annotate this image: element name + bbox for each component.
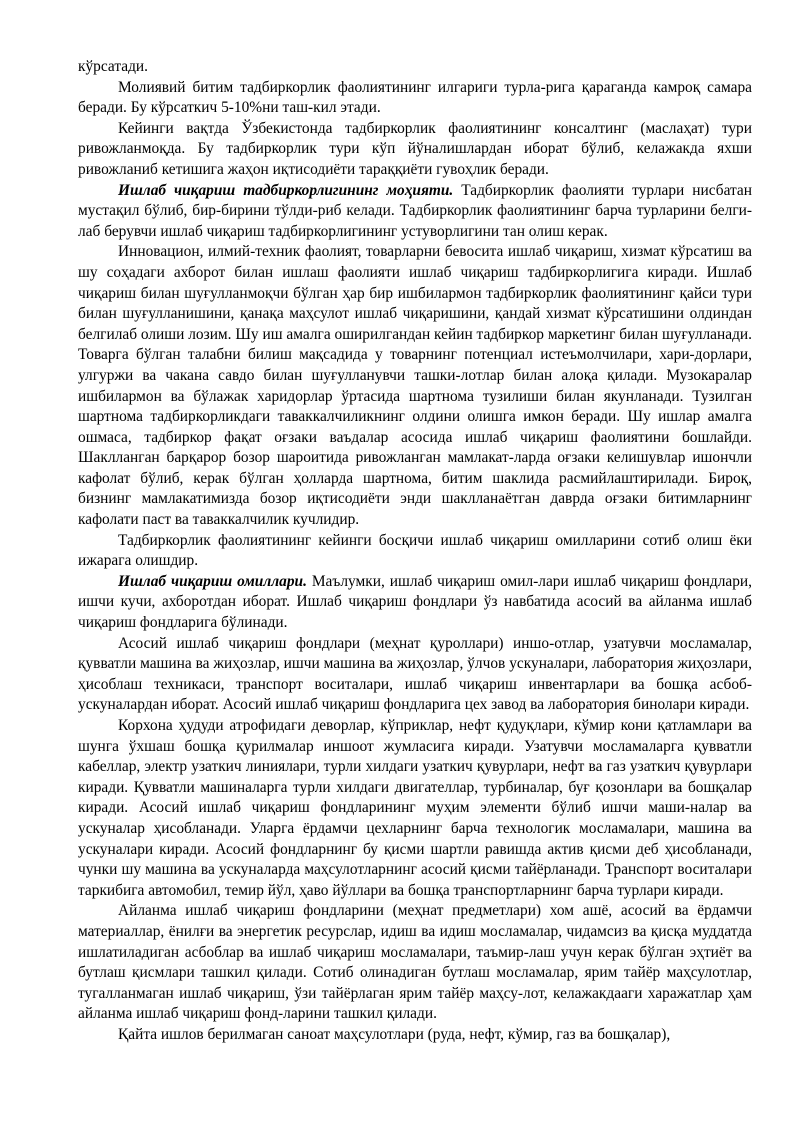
document-page bbox=[78, 57, 752, 1046]
paragraph-continuation bbox=[78, 57, 752, 78]
paragraph-production-essence bbox=[78, 181, 752, 243]
paragraph-text: Молиявий битим тадбиркорлик фаолиятининг илгариги турла-рига қараганда камроқ самара беради. Бу кўрсаткич 5-10%ни таш-кил этади. bbox=[78, 78, 752, 117]
section-heading: Ишлаб чиқариш омиллари. bbox=[118, 572, 307, 590]
paragraph-fixed-assets bbox=[78, 634, 752, 716]
paragraph-text: Кейинги вақтда Ўзбекистонда тадбиркорлик фаолиятининг консалтинг (маслаҳат) тури ривожланмоқда. Бу тадбиркорлик тури кўп йўналишлардан иборат бўлиб, келажакда яхши ривожланиб кетишига жаҳон иқтисодиёти тараққиёти гувоҳлик беради. bbox=[78, 119, 752, 178]
paragraph-text: Инновацион, илмий-техник фаолият, товарларни бевосита ишлаб чиқариш, хизмат кўрсатиш ва шу соҳадаги ахборот билан ишлаш фаолияти ишлаб чиқариш тадбиркорлигига киради. Ишлаб чиқариш билан шуғулланмоқчи бўлган ҳар бир ишбилармон тадбиркорлик фаолиятининг қайси тури билан шуғулланишини, қанақа маҳсулот ишлаб чиқаришини, қандай хизмат кўрсатишини олдиндан белгилаб олиши лозим. Шу иш амалга оширилгандан кейин тадбиркор маркетинг билан шуғулланади. Товарга бўлган талабни билиш мақсадида у товарнинг потенциал истеъмолчилари, хари-дорлари, улгуржи ва чакана савдо билан шуғулланувчи ташки-лотлар билан алоқа қилади. Музокаралар ишбилармон ва бўлажак харидорлар ўртасида шартнома тузилиши билан якунланади. Тузилган шартнома тадбиркорликдаги таваккалчиликнинг олдини олишга имкон беради. Шу ишлар амалга ошмаса, тадбиркор фақат оғзаки ваъдалар асосида ишлаб чиқариш фаолиятини бошлайди. Шаклланган барқарор бозор шароитида ривожланган мамлакат-ларда оғзаки келишувлар ишончли кафолат бўлиб, керак бўлган ҳолларда шартнома, битим шаклида расмийлаштирилади. Бироқ, бизнинг мамлакатимизда бозор иқтисодиёти энди шаклланаётган даврда оғзаки битимларнинг кафолати паст ва таваккалчилик кучлидир. bbox=[78, 243, 752, 529]
paragraph-production-factors bbox=[78, 572, 752, 634]
paragraph-text: Маълумки, ишлаб чиқариш омил-лари ишлаб чиқариш фондлари, ишчи кучи, ахборотдан иборат. Ишлаб чиқариш фондлари ўз навбатида асосий ва айланма ишлаб чиқариш фондларига бўлинади. bbox=[78, 572, 753, 632]
paragraph-consulting bbox=[78, 119, 752, 181]
paragraph-text: кўрсатади. bbox=[78, 58, 148, 75]
paragraph-text: Тадбиркорлик фаолиятининг кейинги босқичи ишлаб чиқариш омилларини сотиб олиш ёки ижарага олишдир. bbox=[78, 531, 752, 570]
paragraph-text: Қайта ишлов берилмаган саноат маҳсулотлари (руда, нефт, кўмир, газ ва бошқалар), bbox=[118, 1025, 671, 1043]
paragraph-financial-deal bbox=[78, 78, 752, 119]
paragraph-unprocessed-products bbox=[78, 1025, 752, 1046]
paragraph-text: Корхона ҳудуди атрофидаги деворлар, кўприклар, нефт қудуқлари, кўмир кони қатламлари ва шунга ўхшаш бошқа қурилмалар иншоот жумласига киради. Узатувчи мосламаларга қувватли кабеллар, электр узаткич линиялари, турли хилдаги узаткич қувурлари, нефт ва газ узаткич қувурлари киради. Қувватли машиналарга турли хилдаги двигателлар, турбиналар, буғ қозонлари ва бошқалар киради. Асосий ишлаб чиқариш фондларининг муҳим элементи бўлиб ишчи маши-налар ва ускуналар ҳисобланади. Уларга ёрдамчи цехларнинг барча технологик мосламалари, машина ва ускуналари киради. Асосий фондларнинг бу қисми шартли равишда актив қисми деб ҳисобланади, чунки шу машина ва ускуналарда маҳсулотларнинг асосий қисми тайёрланади. Транспорт воситалари таркибига автомобил, темир йўл, ҳаво йўллари ва бошқа транспортларнинг барча турлари киради. bbox=[78, 717, 752, 899]
paragraph-text: Асосий ишлаб чиқариш фондлари (меҳнат қуроллари) иншо-отлар, узатувчи мосламалар, қувватли машина ва жиҳозлар, ишчи машина ва жиҳозлар, ўлчов ускуналари, лаборатория жиҳозлари, ҳисоблаш техникаси, транспорт воситалари, ишлаб чиқариш инвентарлари ва бошқа асбоб-ускуналардан иборат. Асосий ишлаб чиқариш фондларига цех завод ва лаборатория бинолари киради. bbox=[78, 634, 752, 714]
paragraph-innovation bbox=[78, 242, 752, 530]
paragraph-text: Тадбиркорлик фаолияти турлари нисбатан мустақил бўлиб, бир-бирини тўлди-риб келади. Тадбиркорлик фаолиятининг барча турларини белги-лаб берувчи ишлаб чиқариш тадбиркорлигининг устуворлигини тан олиш керак. bbox=[78, 181, 752, 240]
paragraph-text: Айланма ишлаб чиқариш фондларини (меҳнат предметлари) хом ашё, асосий ва ёрдамчи материаллар, ёнилғи ва энергетик ресурслар, идиш ва идиш мосламалар, чидамсиз ва қисқа муддатда ишлатиладиган асбоблар ва ишлаб чиқариш мосламалари, таъмир-лаш учун керак бўлган эҳтиёт ва бутлаш қисмлари ташкил қилади. Сотиб олинадиган бутлаш мосламалар, ярим тайёр маҳсулотлар, тугалланмаган ишлаб чиқариш, ўзи тайёрлаган ярим тайёр маҳсу-лот, келажакдааги харажатлар ҳам айланма ишлаб чиқариш фонд-ларини ташкил қилади. bbox=[78, 902, 752, 1023]
paragraph-enterprise-territory bbox=[78, 716, 752, 901]
section-heading: Ишлаб чиқариш тадбиркорлигининг моҳияти. bbox=[118, 181, 454, 199]
paragraph-working-capital bbox=[78, 901, 752, 1025]
paragraph-next-stage bbox=[78, 531, 752, 572]
